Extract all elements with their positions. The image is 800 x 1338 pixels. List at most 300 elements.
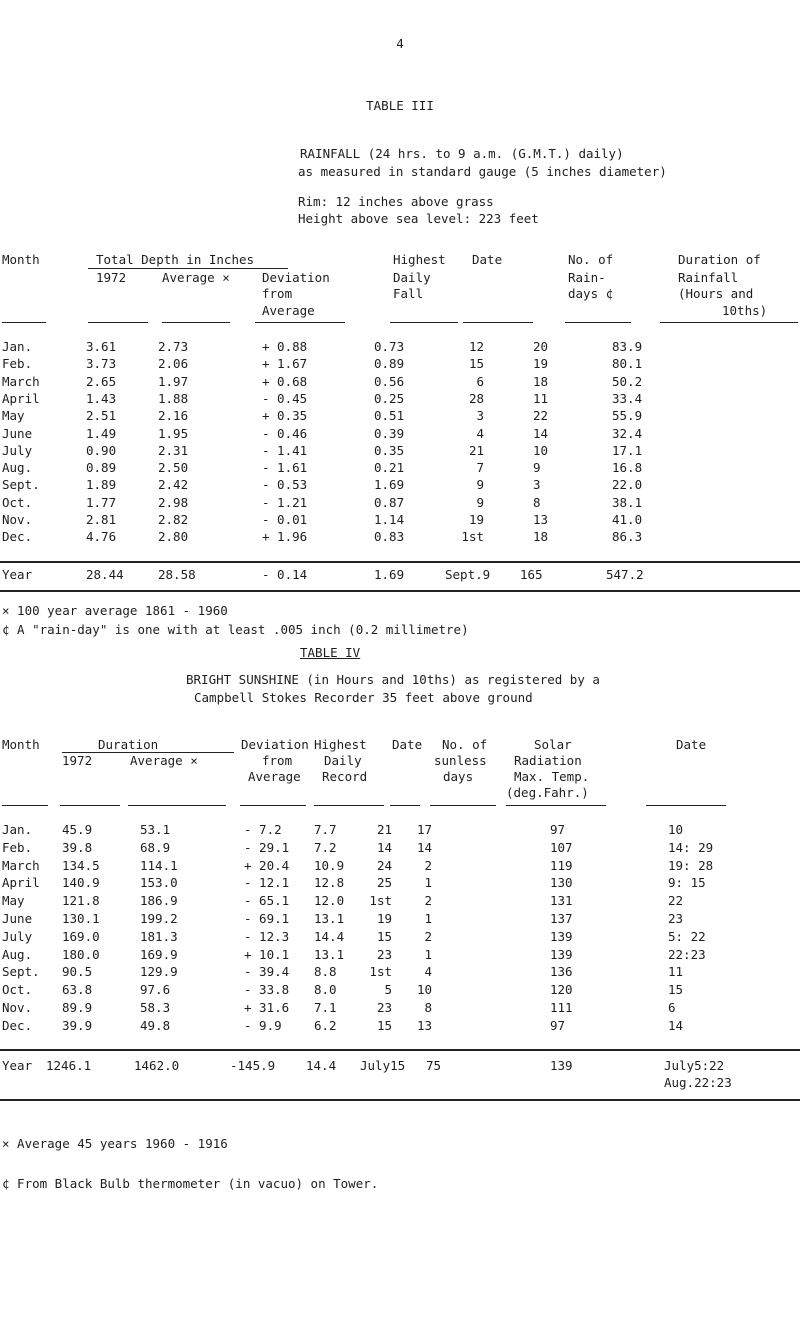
table4-header-radiation: Radiation bbox=[514, 753, 582, 768]
table4-cell-days: 10 bbox=[416, 982, 432, 998]
table4-year-high: 14.4 bbox=[306, 1058, 337, 1073]
table4-header-dev-average: Average bbox=[248, 769, 301, 784]
table3-header-highest: Highest bbox=[393, 252, 446, 267]
table4-year-row bbox=[0, 1058, 800, 1074]
table4-header-days: days bbox=[443, 769, 474, 784]
table3-cell-date: 1st bbox=[461, 529, 484, 545]
table4-header-date: Date bbox=[392, 737, 423, 752]
table3-rule-seg bbox=[255, 322, 345, 323]
table4-cell-solar: 97 bbox=[550, 1017, 566, 1033]
table4-cell-dev: - 29.1 bbox=[244, 839, 290, 855]
table3-cell-date: 7 bbox=[476, 460, 484, 476]
table4-cell-month: Sept. bbox=[2, 964, 40, 980]
table4-cell-solar: 119 bbox=[550, 857, 573, 873]
table3-cell-month: Sept. bbox=[2, 477, 40, 493]
table4-rule-seg bbox=[240, 805, 306, 806]
table4-cell-solar: 136 bbox=[550, 964, 573, 980]
table3-cell-dev: - 0.46 bbox=[262, 425, 308, 441]
table4-year-solar: 139 bbox=[550, 1058, 573, 1073]
table4-cell-days: 1 bbox=[424, 875, 432, 891]
table3-cell-month: Dec. bbox=[2, 529, 33, 545]
table4-cell-date2: 10 bbox=[668, 822, 684, 837]
table3-row bbox=[0, 339, 800, 355]
table3-header-underline bbox=[88, 268, 288, 269]
table4-header-daily: Daily bbox=[324, 753, 362, 768]
table3-row bbox=[0, 443, 800, 459]
table3-cell-y1972: 2.81 bbox=[86, 512, 117, 527]
table4-cell-date: 21 bbox=[376, 822, 392, 837]
table3-row bbox=[0, 426, 800, 442]
table3-rule-seg bbox=[2, 322, 46, 323]
table3-header-duration: Duration of bbox=[678, 252, 761, 267]
table3-year-row bbox=[0, 567, 800, 583]
table4-cell-date2: 22 bbox=[668, 893, 684, 909]
table4-cell-date2: 14 bbox=[668, 1017, 684, 1033]
table3-cell-avg: 2.50 bbox=[158, 460, 189, 476]
table4-row bbox=[0, 840, 800, 856]
table4-subtitle-2: Campbell Stokes Recorder 35 feet above ground bbox=[194, 690, 533, 705]
table4-cell-high: 13.1 bbox=[314, 911, 345, 926]
table3-cell-days: 22 bbox=[533, 408, 549, 424]
table4-cell-dev: - 9.9 bbox=[244, 1017, 282, 1033]
table3-year-rule-top bbox=[0, 561, 800, 563]
table4-cell-solar: 120 bbox=[550, 982, 573, 998]
table3-row bbox=[0, 408, 800, 424]
table3-cell-avg: 1.95 bbox=[158, 425, 189, 441]
table4-cell-high: 12.8 bbox=[314, 875, 345, 891]
table4-cell-date: 19 bbox=[376, 911, 392, 926]
table4-cell-date: 14 bbox=[376, 839, 392, 855]
table4-cell-days: 2 bbox=[424, 893, 432, 909]
table3-header-fall: Fall bbox=[393, 286, 424, 301]
table4-cell-dev: - 39.4 bbox=[244, 964, 290, 980]
table4-year-rule-top bbox=[0, 1049, 800, 1051]
table4-cell-solar: 107 bbox=[550, 839, 573, 855]
table4-cell-date2: 9: 15 bbox=[668, 875, 706, 891]
table4-cell-high: 7.2 bbox=[314, 839, 337, 855]
table3-cell-avg: 2.06 bbox=[158, 356, 189, 372]
table4-header-duration: Duration bbox=[98, 737, 159, 752]
table4-cell-date2: 5: 22 bbox=[668, 928, 706, 944]
table3-row bbox=[0, 512, 800, 528]
table3-cell-high: 0.35 bbox=[374, 442, 405, 458]
table3-cell-dur: 86.3 bbox=[612, 529, 643, 545]
table4-cell-solar: 111 bbox=[550, 1000, 573, 1015]
table3-cell-days: 14 bbox=[533, 425, 549, 441]
table4-cell-month: Aug. bbox=[2, 946, 33, 962]
table3-cell-high: 0.83 bbox=[374, 529, 405, 545]
table4-rule-seg bbox=[128, 805, 226, 806]
table4-rule-seg bbox=[506, 805, 606, 806]
table3-cell-dur: 80.1 bbox=[612, 356, 643, 372]
table4-header-average: Average × bbox=[130, 753, 198, 768]
table4-cell-avg: 186.9 bbox=[140, 893, 178, 909]
table4-cell-solar: 139 bbox=[550, 946, 573, 962]
table3-cell-y1972: 2.51 bbox=[86, 408, 117, 424]
table3-header-month: Month bbox=[2, 252, 40, 267]
table4-cell-dev: - 7.2 bbox=[244, 822, 282, 837]
table3-cell-dur: 17.1 bbox=[612, 442, 643, 458]
table3-rule-seg bbox=[463, 322, 533, 323]
table4-cell-month: March bbox=[2, 857, 40, 873]
table3-cell-date: 12 bbox=[468, 339, 484, 354]
table3-header-deviation: Deviation bbox=[262, 270, 330, 285]
table3-cell-avg: 2.73 bbox=[158, 339, 189, 354]
table4-row bbox=[0, 858, 800, 874]
table3-cell-dev: + 1.96 bbox=[262, 529, 308, 545]
table3-cell-y1972: 3.73 bbox=[86, 356, 117, 372]
table4-cell-date: 1st bbox=[369, 964, 392, 980]
table4-cell-month: June bbox=[2, 911, 33, 926]
table3-cell-days: 13 bbox=[533, 512, 549, 527]
table3-cell-days: 19 bbox=[533, 356, 549, 372]
table4-cell-days: 8 bbox=[424, 1000, 432, 1015]
table4-title: TABLE IV bbox=[300, 645, 361, 660]
table3-cell-high: 1.69 bbox=[374, 477, 405, 493]
table4-cell-y1972: 89.9 bbox=[62, 1000, 93, 1015]
table3-cell-y1972: 0.89 bbox=[86, 460, 117, 476]
table4-header-from: from bbox=[262, 753, 293, 768]
table3-rule-seg bbox=[390, 322, 458, 323]
table4-cell-high: 6.2 bbox=[314, 1017, 337, 1033]
table3-height: Height above sea level: 223 feet bbox=[298, 211, 539, 226]
table3-cell-y1972: 1.77 bbox=[86, 494, 117, 510]
table3-row bbox=[0, 529, 800, 545]
table4-cell-high: 7.1 bbox=[314, 1000, 337, 1015]
table4-cell-date2: 15 bbox=[668, 982, 684, 998]
table3-cell-avg: 2.80 bbox=[158, 529, 189, 545]
table4-rule-seg bbox=[60, 805, 120, 806]
table4-row bbox=[0, 1018, 800, 1034]
table3-year-1972: 28.44 bbox=[86, 567, 124, 582]
table3-cell-dev: - 1.61 bbox=[262, 460, 308, 476]
table4-year-rule-bottom bbox=[0, 1099, 800, 1101]
table4-cell-avg: 97.6 bbox=[140, 982, 171, 998]
table4-cell-month: Jan. bbox=[2, 822, 33, 837]
table4-cell-dev: + 10.1 bbox=[244, 946, 290, 962]
table3-cell-high: 0.89 bbox=[374, 356, 405, 372]
table3-cell-dev: - 1.21 bbox=[262, 494, 308, 510]
table4-rule-seg bbox=[390, 805, 420, 806]
table4-rule-seg bbox=[2, 805, 48, 806]
table3-header-no-of: No. of bbox=[568, 252, 614, 267]
table3-row bbox=[0, 460, 800, 476]
table3-cell-days: 3 bbox=[533, 477, 541, 493]
table3-cell-dev: - 1.41 bbox=[262, 442, 308, 458]
table3-cell-date: 19 bbox=[468, 512, 484, 527]
table3-cell-dev: + 0.88 bbox=[262, 339, 308, 354]
table4-row bbox=[0, 911, 800, 927]
table3-cell-avg: 2.42 bbox=[158, 477, 189, 493]
table4-cell-high: 13.1 bbox=[314, 946, 345, 962]
table3-cell-high: 0.56 bbox=[374, 373, 405, 389]
table3-cell-avg: 2.31 bbox=[158, 442, 189, 458]
table3-cell-dur: 16.8 bbox=[612, 460, 643, 476]
table4-cell-date2: 11 bbox=[668, 964, 684, 980]
table4-header-deg-fahr: (deg.Fahr.) bbox=[506, 785, 589, 800]
table4-year-dev: -145.9 bbox=[230, 1058, 276, 1073]
table3-cell-days: 11 bbox=[533, 390, 549, 406]
table3-year-month: Year bbox=[2, 567, 33, 582]
table3-cell-dur: 33.4 bbox=[612, 390, 643, 406]
table4-cell-date2: 14: 29 bbox=[668, 839, 714, 855]
table3-cell-date: 3 bbox=[476, 408, 484, 424]
table4-cell-high: 7.7 bbox=[314, 822, 337, 837]
table4-cell-avg: 181.3 bbox=[140, 928, 178, 944]
table4-footnote-2: ¢ From Black Bulb thermometer (in vacuo) on Tower. bbox=[2, 1176, 379, 1191]
table3-cell-dev: - 0.53 bbox=[262, 477, 308, 493]
table3-year-dur: 547.2 bbox=[606, 567, 644, 582]
table3-cell-avg: 2.82 bbox=[158, 512, 189, 527]
table3-cell-month: July bbox=[2, 442, 33, 458]
table4-cell-days: 2 bbox=[424, 928, 432, 944]
table4-cell-month: Dec. bbox=[2, 1017, 33, 1033]
table3-cell-date: 28 bbox=[468, 390, 484, 406]
table3-year-date: Sept.9 bbox=[445, 567, 491, 582]
table4-cell-date2: 19: 28 bbox=[668, 857, 714, 873]
table3-cell-y1972: 3.61 bbox=[86, 339, 117, 354]
table4-cell-y1972: 180.0 bbox=[62, 946, 100, 962]
table4-cell-date: 1st bbox=[369, 893, 392, 909]
table4-cell-y1972: 90.5 bbox=[62, 964, 93, 980]
table4-cell-month: July bbox=[2, 928, 33, 944]
table4-cell-dev: - 65.1 bbox=[244, 893, 290, 909]
table3-rule-seg bbox=[660, 322, 798, 323]
table3-cell-days: 9 bbox=[533, 460, 541, 476]
table3-header-days: days ¢ bbox=[568, 286, 614, 301]
table3-cell-month: June bbox=[2, 425, 33, 441]
table4-cell-month: Oct. bbox=[2, 982, 33, 998]
table3-cell-month: Oct. bbox=[2, 494, 33, 510]
table4-row bbox=[0, 893, 800, 909]
table4-header-deviation: Deviation bbox=[241, 737, 309, 752]
table4-cell-y1972: 169.0 bbox=[62, 928, 100, 944]
table3-year-days: 165 bbox=[520, 567, 543, 582]
table4-cell-dev: + 20.4 bbox=[244, 857, 290, 873]
table3-cell-avg: 2.16 bbox=[158, 408, 189, 424]
table4-cell-avg: 169.9 bbox=[140, 946, 178, 962]
table4-cell-avg: 58.3 bbox=[140, 1000, 171, 1015]
table3-cell-dur: 50.2 bbox=[612, 373, 643, 389]
table3-cell-days: 20 bbox=[533, 339, 549, 354]
table3-cell-days: 18 bbox=[533, 373, 549, 389]
table4-cell-y1972: 39.9 bbox=[62, 1017, 93, 1033]
table4-cell-days: 13 bbox=[416, 1017, 432, 1033]
table3-cell-dev: - 0.45 bbox=[262, 390, 308, 406]
table4-year-date2: July5:22 bbox=[664, 1058, 725, 1073]
table4-cell-days: 4 bbox=[424, 964, 432, 980]
table3-cell-dur: 38.1 bbox=[612, 494, 643, 510]
table4-cell-high: 10.9 bbox=[314, 857, 345, 873]
table4-cell-date: 15 bbox=[376, 1017, 392, 1033]
table4-cell-y1972: 39.8 bbox=[62, 839, 93, 855]
table4-cell-date: 23 bbox=[376, 1000, 392, 1015]
table3-title: TABLE III bbox=[366, 98, 434, 113]
table3-cell-date: 6 bbox=[476, 373, 484, 389]
table4-cell-high: 14.4 bbox=[314, 928, 345, 944]
table3-cell-month: Feb. bbox=[2, 356, 33, 372]
table3-cell-dur: 41.0 bbox=[612, 512, 643, 527]
table4-cell-date2: 23 bbox=[668, 911, 684, 926]
table3-rule-seg bbox=[162, 322, 230, 323]
table3-cell-dur: 32.4 bbox=[612, 425, 643, 441]
table3-cell-y1972: 0.90 bbox=[86, 442, 117, 458]
table3-year-rule-bottom bbox=[0, 590, 800, 592]
table3-cell-days: 18 bbox=[533, 529, 549, 545]
table4-year-avg: 1462.0 bbox=[134, 1058, 180, 1073]
table4-cell-dev: - 69.1 bbox=[244, 911, 290, 926]
table3-cell-high: 0.25 bbox=[374, 390, 405, 406]
table3-header-daily: Daily bbox=[393, 270, 431, 285]
table4-header-month: Month bbox=[2, 737, 40, 752]
table3-cell-month: March bbox=[2, 373, 40, 389]
table4-cell-days: 1 bbox=[424, 946, 432, 962]
table3-cell-date: 21 bbox=[468, 442, 484, 458]
table3-cell-date: 9 bbox=[476, 477, 484, 493]
table3-cell-y1972: 1.49 bbox=[86, 425, 117, 441]
table3-footnote-1: × 100 year average 1861 - 1960 bbox=[2, 603, 228, 618]
table4-cell-month: Nov. bbox=[2, 1000, 33, 1015]
table3-cell-days: 10 bbox=[533, 442, 549, 458]
table3-cell-high: 1.14 bbox=[374, 512, 405, 527]
table3-header-average: Average × bbox=[162, 270, 230, 285]
table4-cell-avg: 129.9 bbox=[140, 964, 178, 980]
table4-cell-high: 12.0 bbox=[314, 893, 345, 909]
table3-header-total-depth: Total Depth in Inches bbox=[96, 252, 255, 267]
table3-header-rain: Rain- bbox=[568, 270, 606, 285]
table4-year-days: 75 bbox=[426, 1058, 442, 1073]
table3-subtitle-2: as measured in standard gauge (5 inches diameter) bbox=[298, 164, 667, 179]
table4-cell-y1972: 130.1 bbox=[62, 911, 100, 926]
table4-header-no-of: No. of bbox=[442, 737, 488, 752]
table3-year-avg: 28.58 bbox=[158, 567, 196, 582]
table4-cell-solar: 131 bbox=[550, 893, 573, 909]
table3-cell-y1972: 1.89 bbox=[86, 477, 117, 493]
table4-header-1972: 1972 bbox=[62, 753, 93, 768]
table3-cell-y1972: 2.65 bbox=[86, 373, 117, 389]
table3-year-high: 1.69 bbox=[374, 567, 405, 582]
table3-cell-date: 4 bbox=[476, 425, 484, 441]
table4-year-date2b: Aug.22:23 bbox=[664, 1075, 732, 1090]
table4-cell-dev: + 31.6 bbox=[244, 1000, 290, 1015]
table3-cell-y1972: 4.76 bbox=[86, 529, 117, 545]
table3-cell-high: 0.87 bbox=[374, 494, 405, 510]
table4-cell-date: 23 bbox=[376, 946, 392, 962]
table3-rule-seg bbox=[88, 322, 148, 323]
table3-subtitle-1: RAINFALL (24 hrs. to 9 a.m. (G.M.T.) daily) bbox=[300, 146, 624, 161]
table4-cell-y1972: 63.8 bbox=[62, 982, 93, 998]
table3-cell-avg: 1.88 bbox=[158, 390, 189, 406]
table3-row bbox=[0, 391, 800, 407]
table3-cell-month: May bbox=[2, 408, 25, 424]
table3-header-dev-average: Average bbox=[262, 303, 315, 318]
table4-cell-date2: 22:23 bbox=[668, 946, 706, 962]
table3-header-1972: 1972 bbox=[96, 270, 127, 285]
table3-header-hours: (Hours and bbox=[678, 286, 754, 301]
table4-year-1972: 1246.1 bbox=[46, 1058, 92, 1073]
table3-rim: Rim: 12 inches above grass bbox=[298, 194, 494, 209]
table4-header-highest: Highest bbox=[314, 737, 367, 752]
table4-header-solar: Solar bbox=[534, 737, 572, 752]
table3-footnote-2: ¢ A "rain-day" is one with at least .005 inch (0.2 millimetre) bbox=[2, 622, 469, 637]
table4-cell-days: 2 bbox=[424, 857, 432, 873]
table4-cell-avg: 199.2 bbox=[140, 911, 178, 926]
table3-cell-date: 15 bbox=[468, 356, 484, 372]
table4-cell-days: 1 bbox=[424, 911, 432, 926]
table3-year-dev: - 0.14 bbox=[262, 567, 308, 582]
table3-cell-dur: 55.9 bbox=[612, 408, 643, 424]
table3-cell-month: Nov. bbox=[2, 512, 33, 527]
table3-cell-days: 8 bbox=[533, 494, 541, 510]
table3-row bbox=[0, 495, 800, 511]
table3-header-from: from bbox=[262, 286, 293, 301]
table3-header-rainfall: Rainfall bbox=[678, 270, 739, 285]
table3-cell-dev: + 0.35 bbox=[262, 408, 308, 424]
table4-cell-dev: - 12.3 bbox=[244, 928, 290, 944]
table4-cell-solar: 137 bbox=[550, 911, 573, 926]
table3-row bbox=[0, 477, 800, 493]
table4-subtitle-1: BRIGHT SUNSHINE (in Hours and 10ths) as registered by a bbox=[186, 672, 600, 687]
table4-cell-avg: 49.8 bbox=[140, 1017, 171, 1033]
table3-cell-avg: 2.98 bbox=[158, 494, 189, 510]
table4-cell-date: 5 bbox=[384, 982, 392, 998]
table4-row bbox=[0, 929, 800, 945]
table4-cell-solar: 130 bbox=[550, 875, 573, 891]
table4-cell-date: 15 bbox=[376, 928, 392, 944]
table3-cell-month: Jan. bbox=[2, 339, 33, 354]
table4-cell-days: 14 bbox=[416, 839, 432, 855]
table4-row bbox=[0, 947, 800, 963]
table3-cell-dev: + 1.67 bbox=[262, 356, 308, 372]
table4-rule-seg bbox=[314, 805, 384, 806]
table3-row bbox=[0, 356, 800, 372]
table4-cell-month: Feb. bbox=[2, 839, 33, 855]
table4-header-date2: Date bbox=[676, 737, 707, 752]
table4-header-max-temp: Max. Temp. bbox=[514, 769, 590, 784]
table3-cell-dev: - 0.01 bbox=[262, 512, 308, 527]
table3-cell-dur: 83.9 bbox=[612, 339, 643, 354]
table3-cell-dur: 22.0 bbox=[612, 477, 643, 493]
table4-footnote-1: × Average 45 years 1960 - 1916 bbox=[2, 1136, 228, 1151]
table4-cell-y1972: 140.9 bbox=[62, 875, 100, 891]
table3-header-tenths: 10ths) bbox=[722, 303, 768, 318]
table3-cell-month: Aug. bbox=[2, 460, 33, 476]
table3-cell-high: 0.21 bbox=[374, 460, 405, 476]
table3-cell-avg: 1.97 bbox=[158, 373, 189, 389]
table4-row bbox=[0, 982, 800, 998]
table3-cell-month: April bbox=[2, 390, 40, 406]
table4-cell-high: 8.8 bbox=[314, 964, 337, 980]
table3-cell-high: 0.51 bbox=[374, 408, 405, 424]
table4-header-record: Record bbox=[322, 769, 368, 784]
table4-header-sunless: sunless bbox=[434, 753, 487, 768]
table4-rule-seg bbox=[646, 805, 726, 806]
table4-row bbox=[0, 1000, 800, 1016]
table4-rule-seg bbox=[430, 805, 496, 806]
table3-row bbox=[0, 374, 800, 390]
table4-row bbox=[0, 822, 800, 838]
table3-cell-dev: + 0.68 bbox=[262, 373, 308, 389]
table4-cell-dev: - 12.1 bbox=[244, 875, 290, 891]
table4-row bbox=[0, 875, 800, 891]
table4-cell-avg: 114.1 bbox=[140, 857, 178, 873]
table4-cell-y1972: 134.5 bbox=[62, 857, 100, 873]
table4-cell-solar: 97 bbox=[550, 822, 566, 837]
table4-year-month: Year bbox=[2, 1058, 33, 1073]
table4-cell-days: 17 bbox=[416, 822, 432, 837]
table4-cell-y1972: 121.8 bbox=[62, 893, 100, 909]
table4-cell-date: 24 bbox=[376, 857, 392, 873]
